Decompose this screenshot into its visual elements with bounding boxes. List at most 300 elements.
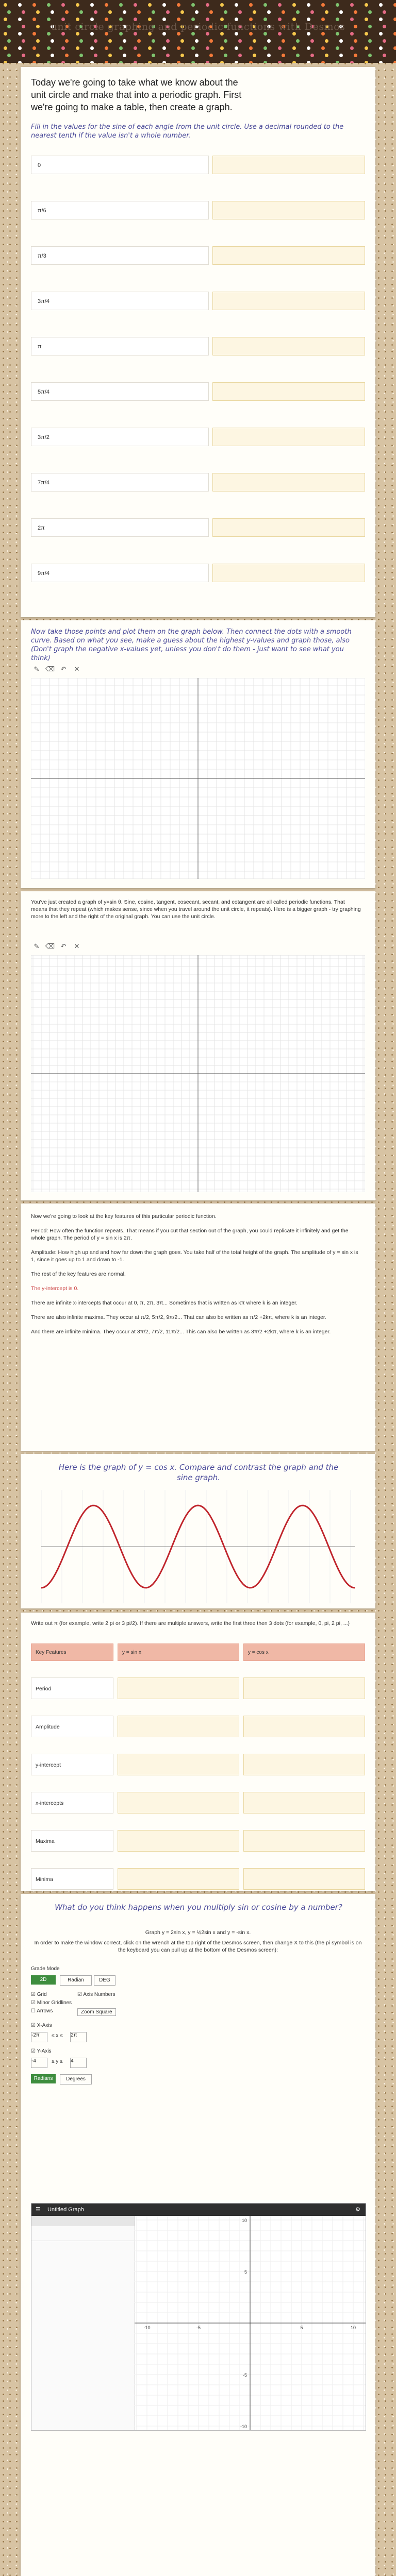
row-label: Maxima <box>31 1830 113 1852</box>
cos-answer-input[interactable] <box>243 1792 365 1814</box>
banner-dot <box>263 46 267 50</box>
table-row <box>31 1792 365 1815</box>
compare-instruction: Write out π (for example, write 2 pi or 3 pi/2). If there are multiple answers, write the first three then 3 dots (for example, 0, pi, 2 pi, ...) <box>31 1620 350 1626</box>
banner-dot <box>368 10 372 14</box>
pencil-icon[interactable]: ✎ <box>34 665 40 673</box>
desmos-text: In order to make the window correct, click on the wrench at the top right of the Desmos screen, then change X to this (the pi symbol is on the keyboard you can pull up at the bottom of the Desmos screen): <box>34 1940 362 1953</box>
arrows-checkbox[interactable]: ☐ Arrows <box>31 2008 53 2014</box>
banner-dot <box>238 54 242 57</box>
banner-dot <box>162 61 166 63</box>
banner-dot <box>76 46 79 50</box>
banner-dot <box>383 10 386 14</box>
banner-dot <box>206 61 209 63</box>
banner-dot <box>267 39 271 43</box>
banner-dot <box>350 46 354 50</box>
banner-dot <box>292 3 296 7</box>
banner-dot <box>119 61 123 63</box>
grid-checkbox[interactable]: ☑ Grid <box>31 1992 47 1997</box>
banner-dot <box>180 54 184 57</box>
table-row <box>31 1754 365 1776</box>
graph-instruction: Now take those points and plot them on the graph below. Then connect the dots with a smooth curve. Based on what you see, make a guess about the highest y-values and graph those, also (Don't graph the negative x-values yet, unless you don't do them - just want to see what you think) <box>31 628 352 662</box>
compare-table <box>31 1643 365 1891</box>
banner-dot <box>238 10 242 14</box>
maxima-text: There are also infinite maxima. They occur at π/2, 5π/2, 9π/2... That can also be written as π/2 +2kπ, where k is an integer. <box>31 1314 326 1320</box>
cos-answer-input[interactable] <box>243 1716 365 1737</box>
expression-toolbar <box>31 2216 135 2226</box>
banner-dot <box>162 3 166 7</box>
banner-dot <box>191 3 195 7</box>
banner-dot <box>209 39 213 43</box>
clear-icon[interactable]: ✕ <box>74 942 80 950</box>
pencil-icon[interactable]: ✎ <box>34 942 40 950</box>
banner-dot <box>148 46 152 50</box>
angle-label: 2π <box>31 518 209 537</box>
mode-2d[interactable]: 2D <box>31 1975 56 1985</box>
yaxis-label: ☑ Y-Axis <box>31 2048 52 2054</box>
features-intro: Now we're going to look at the key features of this particular periodic function. <box>31 1213 217 1219</box>
banner-dot <box>134 61 137 63</box>
banner-dot <box>278 61 282 63</box>
banner-dot <box>336 61 339 63</box>
banner-dot <box>249 61 253 63</box>
banner-dot <box>253 54 256 57</box>
sine-value-input[interactable] <box>212 337 365 355</box>
minima-text: And there are infinite minima. They occur at 3π/2, 7π/2, 11π/2... This can also be written as 3π/2 +2kπ, where k is an integer. <box>31 1329 331 1335</box>
wrench-icon[interactable]: ⚙ <box>355 2207 360 2213</box>
cos-answer-input[interactable] <box>243 1677 365 1699</box>
banner-dot <box>22 39 25 43</box>
banner-dot <box>51 54 54 57</box>
x-tick-label: -5 <box>196 2325 201 2330</box>
banner-dot <box>292 61 296 63</box>
banner-dot <box>263 61 267 63</box>
banner-dot <box>206 3 209 7</box>
banner-dot <box>310 54 314 57</box>
banner-dot <box>119 3 123 7</box>
banner-dot <box>36 39 40 43</box>
banner-dot <box>148 61 152 63</box>
banner-dot <box>282 10 285 14</box>
banner-dot <box>148 3 152 7</box>
banner-dot <box>65 10 69 14</box>
banner-dot <box>134 46 137 50</box>
banner-dot <box>22 10 25 14</box>
banner-dot <box>209 10 213 14</box>
table-row <box>31 201 365 221</box>
angle-label: 5π/4 <box>31 382 209 401</box>
banner-dot <box>368 39 372 43</box>
drawing-toolbar <box>31 664 365 675</box>
sine-value-input[interactable] <box>212 382 365 401</box>
table-row <box>31 1830 365 1853</box>
x-tick-label: 10 <box>350 2325 356 2330</box>
table-row <box>31 473 365 493</box>
banner-dot <box>7 54 11 57</box>
banner-dot <box>220 46 224 50</box>
cos-answer-input[interactable] <box>243 1754 365 1775</box>
y-leq-label: ≤ y ≤ <box>52 2059 63 2064</box>
banner-dot <box>4 61 7 63</box>
features-card <box>21 1204 375 1451</box>
header-cell: y = cos x <box>243 1643 365 1661</box>
sine-value-input[interactable] <box>212 428 365 446</box>
sine-value-input[interactable] <box>212 292 365 310</box>
banner-dot <box>191 46 195 50</box>
banner-dot <box>119 46 123 50</box>
zoom-square-button[interactable]: Zoom Square <box>77 2008 116 2016</box>
banner-dot <box>383 54 386 57</box>
header-cell: Key Features <box>31 1643 113 1661</box>
banner-dot <box>379 3 383 7</box>
table-row <box>31 382 365 402</box>
sine-value-input[interactable] <box>212 156 365 174</box>
banner-dot <box>321 61 325 63</box>
table-row <box>31 428 365 447</box>
calc-graph[interactable] <box>135 2216 366 2430</box>
banner-dot <box>79 10 83 14</box>
graph-canvas-2[interactable] <box>31 955 365 1192</box>
banner-dot <box>339 10 343 14</box>
banner-dot <box>79 54 83 57</box>
banner-dot <box>249 46 253 50</box>
banner-dot <box>166 54 170 57</box>
banner-dot <box>393 61 396 63</box>
banner-dot <box>105 61 108 63</box>
banner-dot <box>191 61 195 63</box>
table-row <box>31 337 365 357</box>
graph-card-2 <box>21 891 375 1200</box>
banner-dot <box>379 46 383 50</box>
banner-dot <box>108 39 112 43</box>
banner-dot <box>278 46 282 50</box>
table-row <box>31 1716 365 1738</box>
banner-dot <box>47 3 51 7</box>
banner-dot <box>292 46 296 50</box>
cos-graph-card <box>21 1454 375 1608</box>
expression-list[interactable] <box>31 2216 135 2430</box>
table-row <box>31 1868 365 1891</box>
table-row <box>31 156 365 175</box>
intro-text: Today we're going to take what we know about the unit circle and make that into a periodic graph. First we're going to make a table, then create a graph. <box>31 77 242 112</box>
banner-dot <box>79 39 83 43</box>
banner-dot <box>220 61 224 63</box>
banner-dot <box>354 10 357 14</box>
xaxis-label: ☑ X-Axis <box>31 2023 52 2028</box>
banner-dot <box>393 46 396 50</box>
banner-dot <box>209 54 213 57</box>
graph-mode-label: Grade Mode <box>31 1966 60 1972</box>
graph-title: Untitled Graph <box>47 2207 84 2213</box>
banner-dot <box>32 46 36 50</box>
banner-dot <box>365 61 368 63</box>
undo-icon[interactable]: ↶ <box>60 665 67 673</box>
cos-answer-input[interactable] <box>243 1868 365 1890</box>
banner-dot <box>325 54 328 57</box>
banner-dot <box>393 3 396 7</box>
desmos-question: What do you think happens when you multiply sin or cosine by a number? <box>55 1903 342 1912</box>
calc-header <box>31 2204 366 2216</box>
sin-answer-input[interactable] <box>118 1716 239 1737</box>
banner-dot <box>162 46 166 50</box>
header-banner <box>0 0 396 63</box>
radians-toggle[interactable]: Radians <box>31 2074 56 2083</box>
sin-answer-input[interactable] <box>118 1677 239 1699</box>
banner-dot <box>220 3 224 7</box>
banner-dot <box>296 54 300 57</box>
banner-dot <box>350 61 354 63</box>
banner-dot <box>180 10 184 14</box>
sine-value-input[interactable] <box>212 473 365 492</box>
x-tick-label: -10 <box>143 2325 151 2330</box>
banner-dot <box>47 46 51 50</box>
cos-instruction: Here is the graph of y = cos x. Compare and contrast the graph and the sine graph. <box>58 1463 339 1482</box>
sine-value-input[interactable] <box>212 564 365 582</box>
mode-radian[interactable]: Radian <box>60 1975 92 1986</box>
banner-dot <box>336 46 339 50</box>
sin-answer-input[interactable] <box>118 1792 239 1814</box>
cos-answer-input[interactable] <box>243 1830 365 1852</box>
sin-answer-input[interactable] <box>118 1830 239 1852</box>
banner-dot <box>235 3 238 7</box>
banner-dot <box>123 54 126 57</box>
cos-graph <box>41 1490 355 1603</box>
banner-dot <box>224 54 227 57</box>
banner-dot <box>22 54 25 57</box>
sine-value-input[interactable] <box>212 518 365 537</box>
period-def: Period: How often the function repeats. That means if you cut that section out of the graph, you could replicate it infinitely and get the whole graph. The period of y = sin x is 2π. <box>31 1228 349 1241</box>
table-row <box>31 518 365 538</box>
banner-dot <box>325 10 328 14</box>
row-label: x-intercepts <box>31 1792 113 1814</box>
ymin-input[interactable]: -4 <box>31 2058 47 2068</box>
undo-icon[interactable]: ↶ <box>60 942 67 950</box>
banner-dot <box>90 3 94 7</box>
table-row <box>31 246 365 266</box>
banner-dot <box>336 3 339 7</box>
settings-panel <box>31 1966 175 2193</box>
banner-dot <box>36 54 40 57</box>
banner-dot <box>365 46 368 50</box>
banner-dot <box>310 39 314 43</box>
yint-text: The y-intercept is 0. <box>31 1285 79 1292</box>
angle-label: 7π/4 <box>31 473 209 492</box>
banner-dot <box>61 61 65 63</box>
banner-dot <box>383 39 386 43</box>
banner-dot <box>282 39 285 43</box>
ymax-input[interactable]: 4 <box>70 2058 87 2068</box>
banner-dot <box>51 10 54 14</box>
x-tick-label: 5 <box>300 2325 303 2330</box>
banner-dot <box>152 10 155 14</box>
axis-numbers-checkbox[interactable]: ☑ Axis Numbers <box>77 1992 116 1997</box>
compare-card <box>21 1613 375 1891</box>
header-cell: y = sin x <box>118 1643 239 1661</box>
mode-radios <box>31 1975 175 1986</box>
desmos-eq: Graph y = 2sin x, y = ½2sin x and y = -sin x. <box>145 1929 251 1936</box>
banner-dot <box>152 39 155 43</box>
angle-label: 3π/2 <box>31 428 209 446</box>
banner-dot <box>108 54 112 57</box>
banner-dot <box>296 39 300 43</box>
banner-dot <box>253 10 256 14</box>
banner-dot <box>123 10 126 14</box>
drawing-toolbar-2 <box>31 941 365 952</box>
banner-dot <box>177 46 180 50</box>
table-row <box>31 1677 365 1700</box>
table-row <box>31 292 365 311</box>
angle-label: π/6 <box>31 201 209 219</box>
banner-dot <box>263 3 267 7</box>
sin-answer-input[interactable] <box>118 1754 239 1775</box>
expression-row[interactable] <box>31 2226 135 2241</box>
banner-dot <box>76 3 79 7</box>
graph-card-1 <box>21 620 375 888</box>
x-leq-label: ≤ x ≤ <box>52 2033 63 2039</box>
banner-dot <box>235 61 238 63</box>
table-row <box>31 564 365 583</box>
sin-answer-input[interactable] <box>118 1868 239 1890</box>
periodic-text: You've just created a graph of y=sin θ. Sine, cosine, tangent, cosecant, secant, and cotangent are all called periodic functions. That means that they repeat (which makes sense, since when you travel around the unit circle, it repeats). Here is a bigger graph - try graphing more to the left and the right of the original graph. You can use the unit circle. <box>31 899 361 920</box>
banner-dot <box>65 54 69 57</box>
banner-dot <box>278 3 282 7</box>
eraser-icon[interactable]: ⌫ <box>45 665 55 673</box>
banner-dot <box>4 3 7 7</box>
banner-dot <box>18 61 22 63</box>
banner-dot <box>206 46 209 50</box>
angle-label: 0 <box>31 156 209 174</box>
banner-dot <box>321 3 325 7</box>
banner-dot <box>339 39 343 43</box>
banner-dot <box>94 39 97 43</box>
banner-dot <box>94 54 97 57</box>
amplitude-def: Amplitude: How high up and and how far down the graph goes. You take half of the total height of the graph. The amplitude of y = sin x is 1, since it goes up to 1 and down to -1. <box>31 1249 358 1263</box>
table-card <box>21 67 375 617</box>
banner-dot <box>195 10 199 14</box>
y-tick-label: -10 <box>240 2424 247 2429</box>
banner-dot <box>238 39 242 43</box>
rest-text: The rest of the key features are normal. <box>31 1271 126 1277</box>
table-instruction: Fill in the values for the sine of each angle from the unit circle. Use a decimal rounded to the nearest tenth if the value isn't a whole number. <box>31 123 344 140</box>
banner-dot <box>224 10 227 14</box>
banner-dot <box>177 61 180 63</box>
banner-dot <box>94 10 97 14</box>
banner-dot <box>47 61 51 63</box>
banner-dot <box>350 3 354 7</box>
banner-dot <box>137 39 141 43</box>
banner-dot <box>7 10 11 14</box>
banner-dot <box>61 46 65 50</box>
banner-dot <box>177 3 180 7</box>
banner-dot <box>267 10 271 14</box>
banner-dot <box>61 3 65 7</box>
banner-dot <box>90 61 94 63</box>
angle-label: π <box>31 337 209 355</box>
banner-dot <box>36 10 40 14</box>
banner-dot <box>180 39 184 43</box>
banner-dot <box>379 61 383 63</box>
banner-dot <box>134 3 137 7</box>
banner-dot <box>307 46 310 50</box>
banner-dot <box>325 39 328 43</box>
degrees-toggle[interactable]: Degrees <box>60 2074 92 2084</box>
banner-dot <box>310 10 314 14</box>
minor-gridlines-checkbox[interactable]: ☑ Minor Gridlines <box>31 2000 72 2006</box>
row-label: Amplitude <box>31 1716 113 1737</box>
mode-deg[interactable]: DEG <box>94 1975 116 1986</box>
table-header <box>31 1643 365 1662</box>
banner-dot <box>307 3 310 7</box>
menu-icon[interactable]: ☰ <box>36 2207 41 2213</box>
graph-canvas-1[interactable] <box>31 678 365 879</box>
banner-dot <box>267 54 271 57</box>
banner-dot <box>296 10 300 14</box>
banner-dot <box>32 3 36 7</box>
banner-dot <box>4 46 7 50</box>
angle-label: 3π/4 <box>31 292 209 310</box>
xint-text: There are infinite x-intercepts that occur at 0, π, 2π, 3π... Sometimes that is written as kπ where k is an integer. <box>31 1300 298 1306</box>
eraser-icon[interactable]: ⌫ <box>45 942 55 950</box>
banner-dot <box>108 10 112 14</box>
angle-label: π/3 <box>31 246 209 265</box>
banner-dot <box>18 3 22 7</box>
banner-dot <box>253 39 256 43</box>
banner-dot <box>76 61 79 63</box>
y-tick-label: -5 <box>242 2372 247 2378</box>
row-label: Period <box>31 1677 113 1699</box>
clear-icon[interactable]: ✕ <box>74 665 80 673</box>
banner-dot <box>249 3 253 7</box>
banner-dot <box>7 39 11 43</box>
banner-dot <box>224 39 227 43</box>
banner-dot <box>235 46 238 50</box>
banner-dot <box>123 39 126 43</box>
sine-value-input[interactable] <box>212 246 365 265</box>
banner-dot <box>65 39 69 43</box>
banner-dot <box>51 39 54 43</box>
banner-dot <box>152 54 155 57</box>
banner-dot <box>105 46 108 50</box>
banner-dot <box>166 10 170 14</box>
row-label: Minima <box>31 1868 113 1890</box>
desmos-calculator[interactable] <box>31 2203 366 2431</box>
banner-dot <box>321 46 325 50</box>
banner-dot <box>137 10 141 14</box>
xmin-input[interactable]: -2π <box>31 2032 47 2042</box>
page-title: unit circle graphing and periodic functions with Desmos <box>51 21 345 32</box>
y-tick-label: 10 <box>241 2218 247 2223</box>
xmax-input[interactable]: 2π <box>70 2032 87 2042</box>
banner-dot <box>90 46 94 50</box>
desmos-card <box>21 1894 375 2576</box>
sine-value-input[interactable] <box>212 201 365 219</box>
banner-dot <box>166 39 170 43</box>
banner-dot <box>32 61 36 63</box>
banner-dot <box>195 54 199 57</box>
banner-dot <box>195 39 199 43</box>
banner-dot <box>354 39 357 43</box>
banner-dot <box>307 61 310 63</box>
y-tick-label: 5 <box>244 2269 247 2275</box>
banner-dot <box>339 54 343 57</box>
angle-label: 9π/4 <box>31 564 209 582</box>
row-label: y-intercept <box>31 1754 113 1775</box>
banner-dot <box>105 3 108 7</box>
banner-dot <box>354 54 357 57</box>
banner-dot <box>365 3 368 7</box>
banner-dot <box>18 46 22 50</box>
banner-dot <box>137 54 141 57</box>
banner-dot <box>282 54 285 57</box>
